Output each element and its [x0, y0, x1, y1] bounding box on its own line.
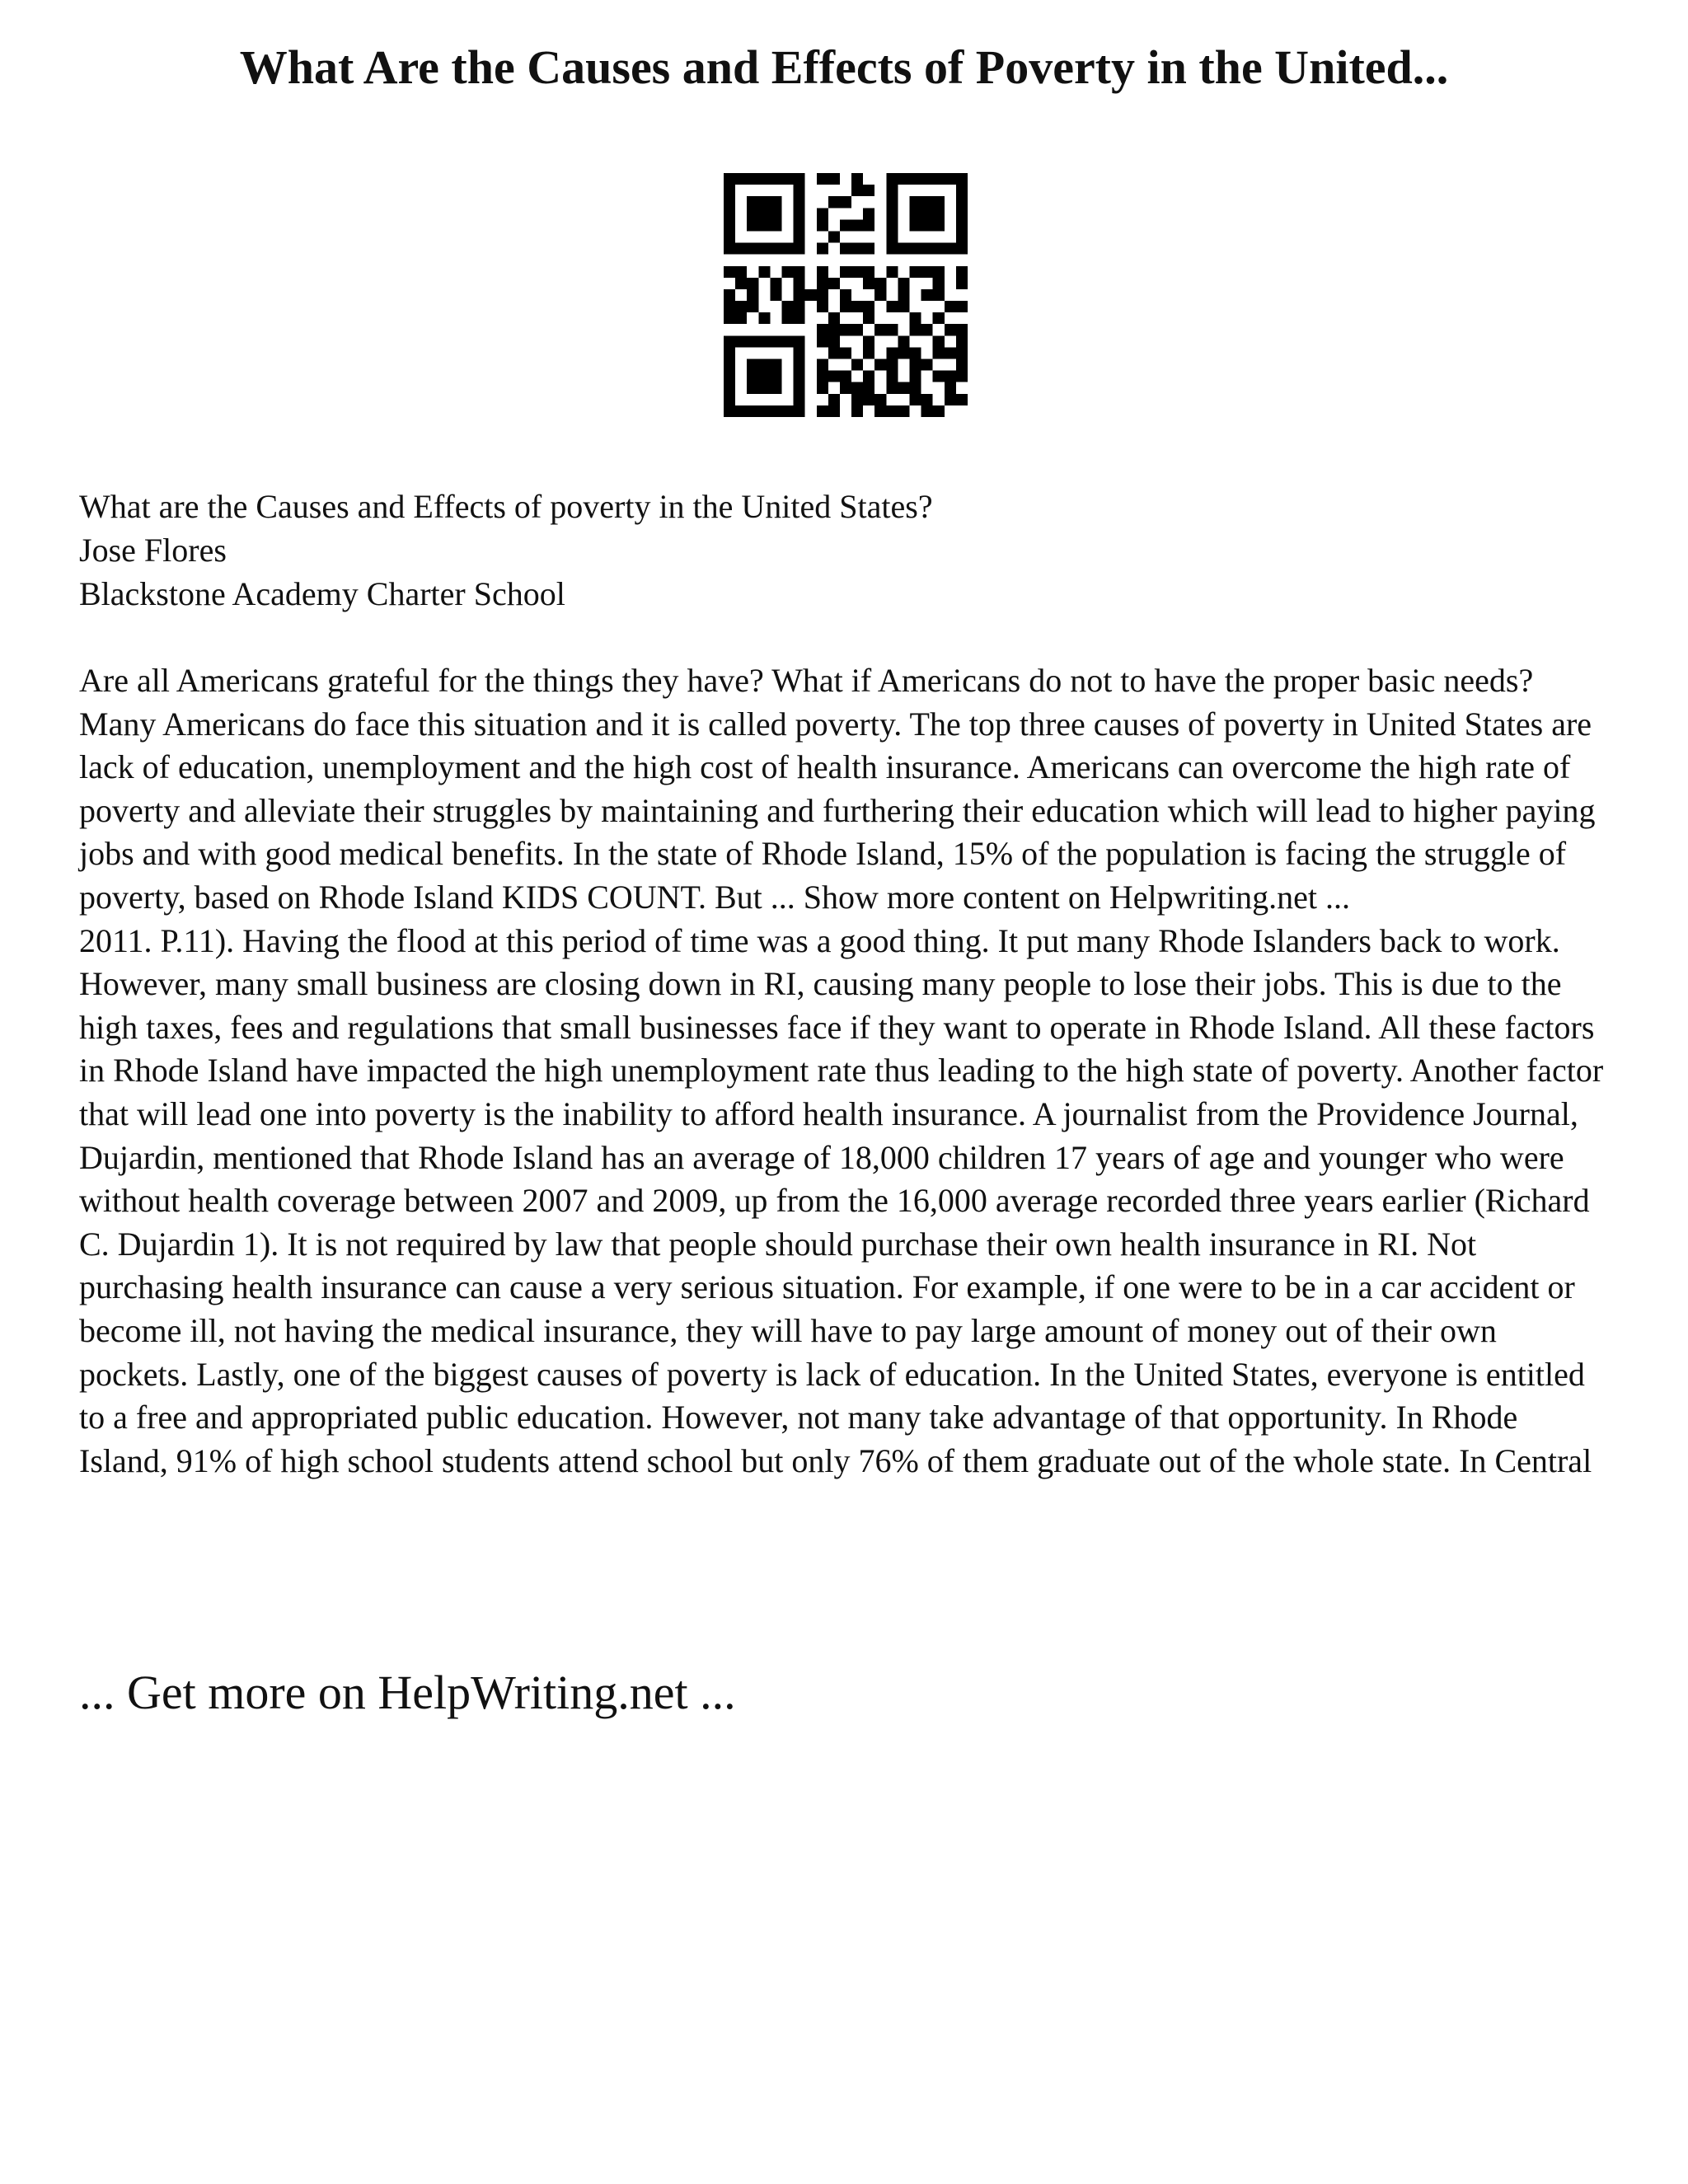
essay-title: What are the Causes and Effects of poverty in the United States?: [79, 488, 933, 525]
page-title: What Are the Causes and Effects of Poverty in the United...: [239, 40, 1449, 94]
paragraph: Are all Americans grateful for the things they have? What if Americans do not to have the proper basic needs? Many Americans do face this situation and it is called poverty. The top three causes of poverty in United States are lack of education, unemployment and the high cost of health insurance. Americans can overcome the high rate of poverty and alleviate their struggles by maintaining and furthering their education which will lead to higher paying jobs and with good medical benefits. In the state of Rhode Island, 15% of the population is facing the struggle of poverty, based on Rhode Island KIDS COUNT. But ... Show more content on Helpwriting.net ...: [79, 662, 1596, 916]
essay-body: [79, 659, 1612, 1483]
author-name: Jose Flores: [79, 532, 227, 569]
paragraph: 2011. P.11). Having the flood at this period of time was a good thing. It put many Rhode Islanders back to work. However, many small business are closing down in RI, causing many people to lose their jobs. This is due to the high taxes, fees and regulations that small businesses face if they want to operate in Rhode Island. All these factors in Rhode Island have impacted the high unemployment rate thus leading to the high state of poverty. Another factor that will lead one into poverty is the inability to afford health insurance. A journalist from the Providence Journal, Dujardin, mentioned that Rhode Island has an average of 18,000 children 17 years of age and younger who were without health coverage between 2007 and 2009, up from the 16,000 average recorded three years earlier (Richard C. Dujardin 1). It is not required by law that people should purchase their own health insurance in RI. Not purchasing health insurance can cause a very serious situation. For example, if one were to be in a car accident or become ill, not having the medical insurance, they will have to pay large amount of money out of their own pockets. Lastly, one of the biggest causes of poverty is lack of education. In the United States, everyone is entitled to a free and appropriated public education. However, not many take advantage of that opportunity. In Rhode Island, 91% of high school students attend school but only 76% of them graduate out of the whole state. In Central: [79, 921, 1604, 1479]
essay-header: [79, 485, 1612, 616]
get-more-link[interactable]: ... Get more on HelpWriting.net ...: [79, 1666, 736, 1719]
qr-code-graphic: [724, 173, 968, 417]
school-name: Blackstone Academy Charter School: [79, 575, 565, 612]
qr-code-icon: [724, 173, 968, 417]
